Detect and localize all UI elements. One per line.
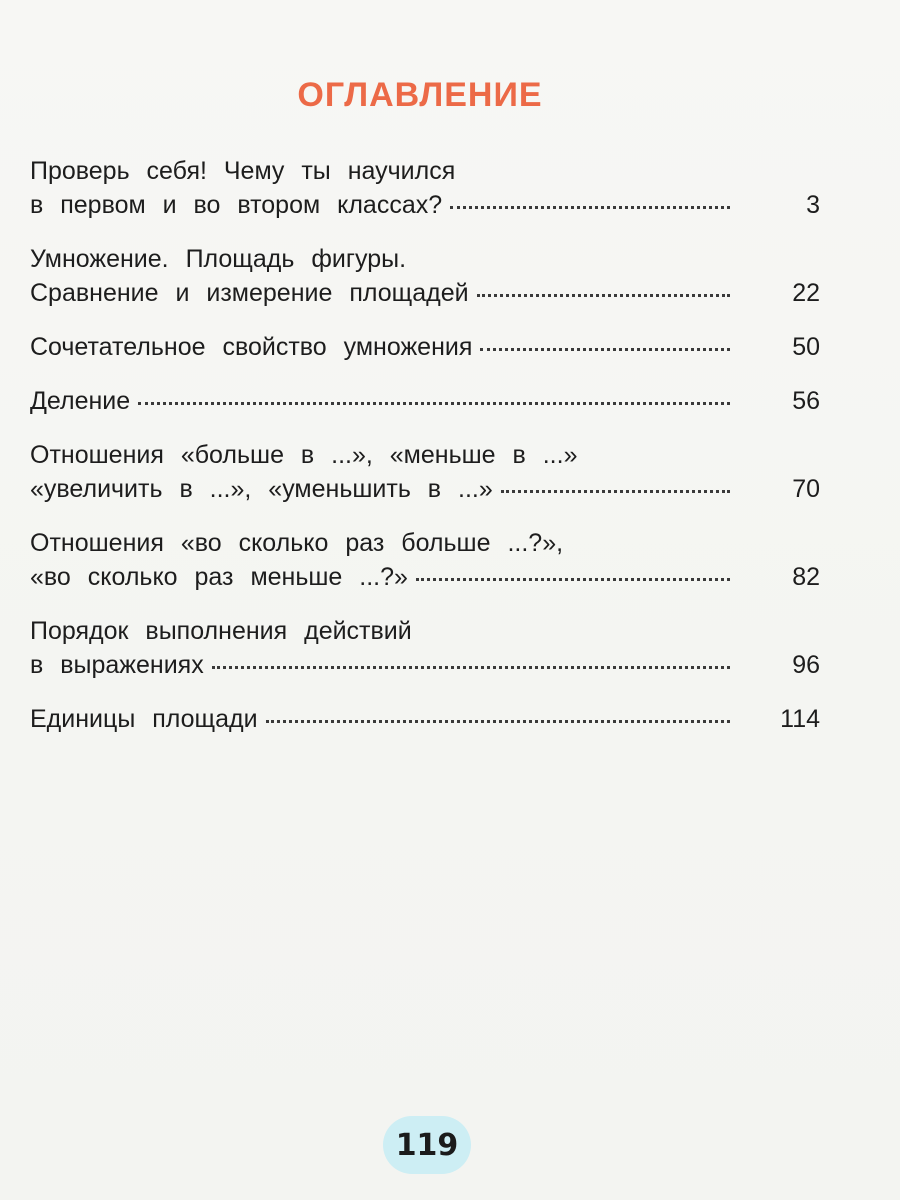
toc-entry [30, 526, 820, 594]
page-number-badge: 119 [383, 1116, 471, 1174]
table-of-contents [30, 150, 820, 736]
page-title: ОГЛАВЛЕНИЕ [297, 76, 543, 114]
toc-entry-text: Сочетательное свойство умножения [30, 333, 473, 361]
toc-entry [30, 242, 820, 310]
toc-entry [30, 438, 820, 506]
dot-leader [416, 578, 730, 581]
toc-entry-text: в выражениях [30, 651, 204, 679]
toc-entry-text: Единицы площади [30, 705, 258, 733]
toc-entry-text: Проверь себя! Чему ты научился [30, 157, 456, 185]
dot-leader [480, 348, 730, 351]
dot-leader [477, 294, 730, 297]
toc-page-number: 56 [792, 387, 820, 415]
toc-page-number: 50 [792, 333, 820, 361]
toc-page-number: 114 [780, 705, 820, 733]
dot-leader [450, 206, 730, 209]
toc-entry-text: Отношения «во сколько раз больше ...?», [30, 529, 564, 557]
toc-entry-text: «во сколько раз меньше ...?» [30, 563, 408, 591]
toc-page-number: 22 [792, 279, 820, 307]
toc-entry-text: Порядок выполнения действий [30, 617, 412, 645]
toc-page-number: 96 [792, 651, 820, 679]
toc-entry-text: Умножение. Площадь фигуры. [30, 245, 407, 273]
toc-entry [30, 702, 820, 736]
toc-entry-text: в первом и во втором классах? [30, 191, 443, 219]
toc-entry [30, 384, 820, 418]
toc-entry [30, 154, 820, 222]
toc-page-number: 3 [806, 191, 820, 219]
dot-leader [266, 720, 730, 723]
toc-entry-text: Сравнение и измерение площадей [30, 279, 469, 307]
toc-entry [30, 614, 820, 682]
toc-entry-text: Отношения «больше в ...», «меньше в ...» [30, 441, 578, 469]
toc-entry [30, 330, 820, 364]
toc-page-number: 70 [792, 475, 820, 503]
toc-entry-text: Деление [30, 387, 131, 415]
dot-leader [212, 666, 730, 669]
dot-leader [138, 402, 730, 405]
toc-entry-text: «увеличить в ...», «уменьшить в ...» [30, 475, 493, 503]
toc-page-number: 82 [792, 563, 820, 591]
dot-leader [501, 490, 730, 493]
